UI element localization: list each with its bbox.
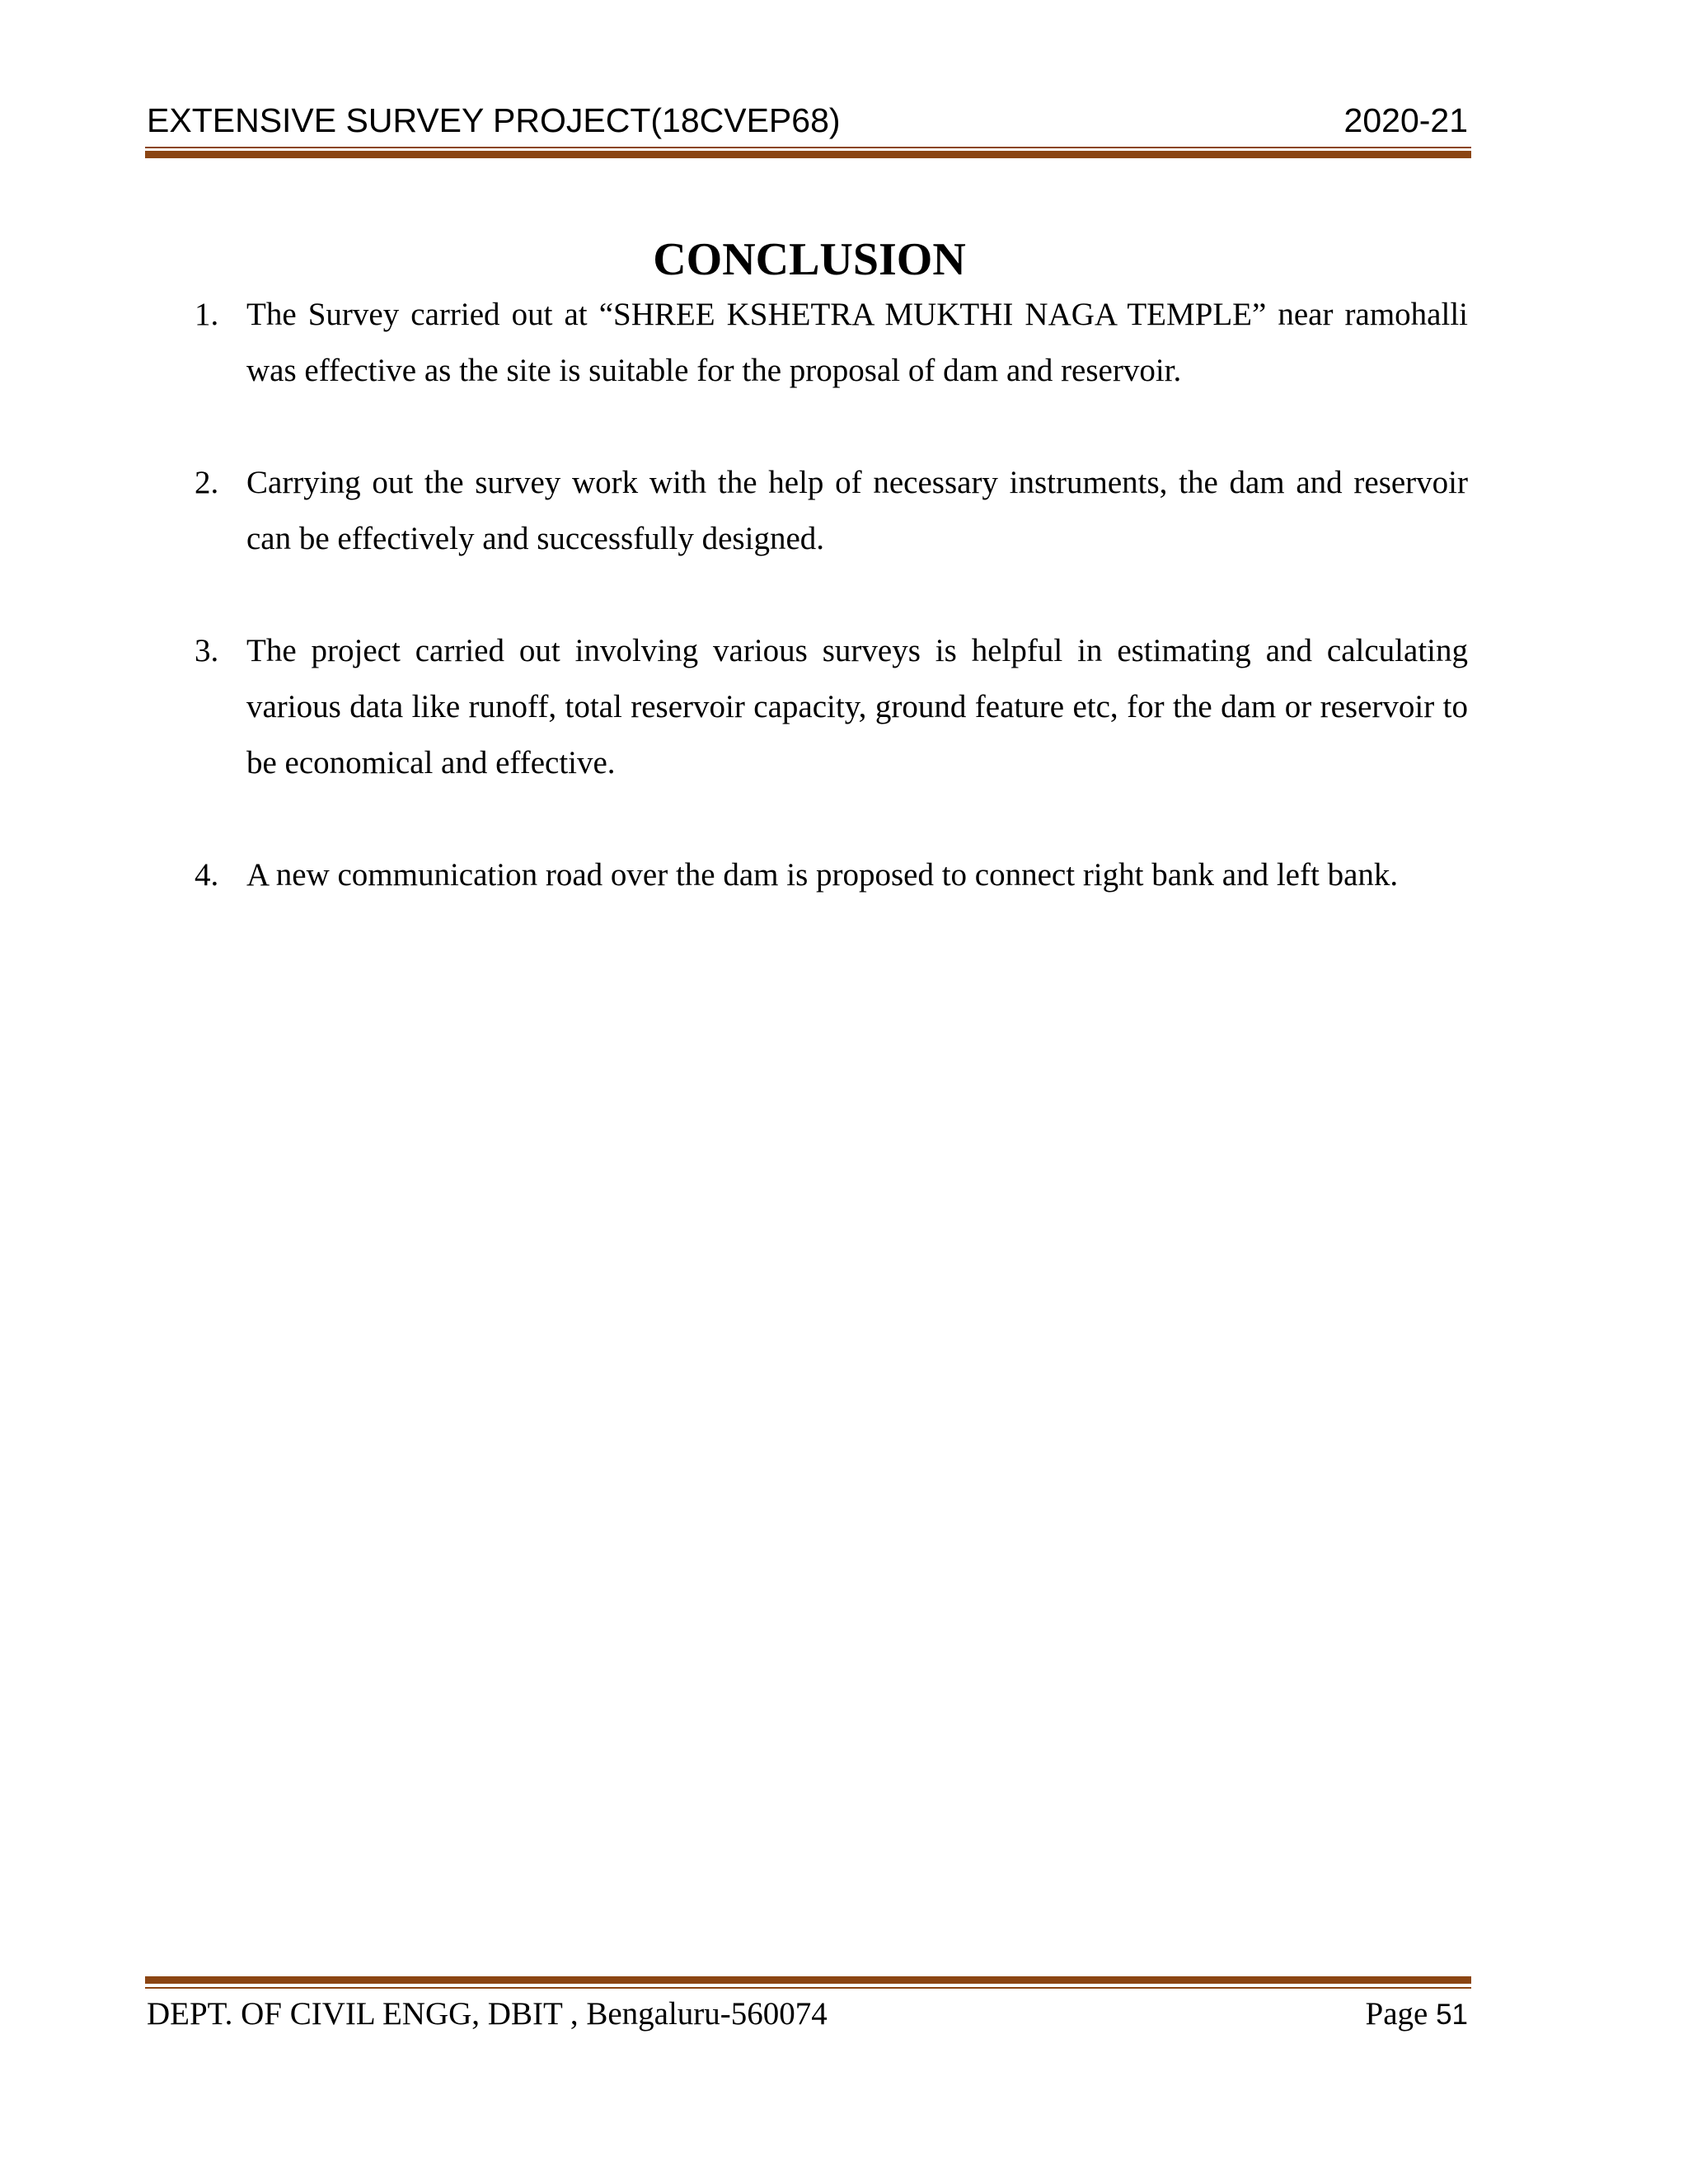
list-item-text: Carrying out the survey work with the help of necessary instruments, the dam and reservoir can be effectively and successfully designed. (246, 465, 1468, 556)
list-item-number: 1. (195, 297, 219, 332)
footer-page-number: 51 (1436, 1999, 1468, 2031)
page-title: CONCLUSION (653, 233, 966, 285)
list-item (147, 287, 1468, 399)
footer-rule-thick (145, 1976, 1471, 1984)
page-header (147, 101, 1468, 140)
list-item-text: The Survey carried out at “SHREE KSHETRA MUKTHI NAGA TEMPLE” near ramohalli was effective as the site is suitable for the proposal of dam and reservoir. (246, 297, 1468, 388)
header-project-title: EXTENSIVE SURVEY PROJECT(18CVEP68) (147, 101, 841, 139)
conclusion-list (147, 287, 1468, 959)
header-rule-thick (145, 151, 1471, 158)
page-footer (147, 1993, 1468, 2036)
list-item-text: A new communication road over the dam is proposed to connect right bank and left bank. (246, 857, 1399, 893)
list-item-text: The project carried out involving various surveys is helpful in estimating and calculating various data like runoff, total reservoir capacity, ground feature etc, for the dam or reservoir to be economical and effective. (246, 633, 1468, 780)
footer-rule-thin (145, 1987, 1471, 1989)
list-item-number: 3. (195, 633, 219, 668)
header-rule-thin (145, 147, 1471, 148)
footer-page (1366, 1993, 1469, 2036)
footer-department: DEPT. OF CIVIL ENGG, DBIT , Bengaluru-560074 (147, 1996, 828, 2032)
list-item-number: 2. (195, 465, 219, 500)
list-item (147, 455, 1468, 567)
footer-page-label: Page (1365, 1996, 1428, 2032)
list-item (147, 847, 1468, 903)
list-item (147, 623, 1468, 791)
list-item-number: 4. (195, 857, 219, 893)
header-year: 2020-21 (1343, 101, 1468, 139)
